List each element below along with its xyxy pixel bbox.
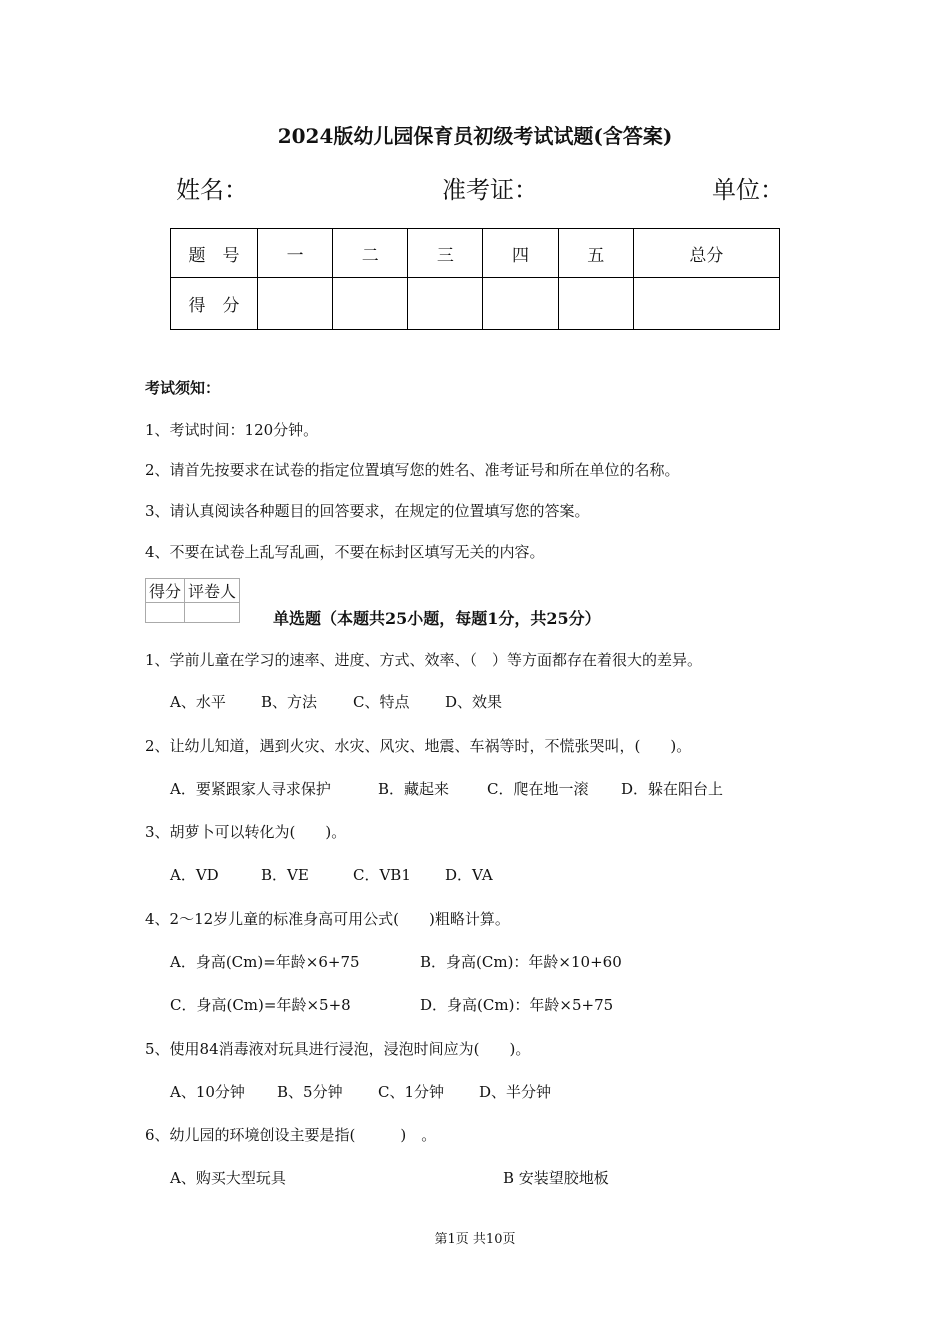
question-stem: 1、学前儿童在学习的速率、进度、方式、效率、（ ）等方面都存在着很大的差异。 xyxy=(145,651,703,669)
option: A．VD xyxy=(170,866,219,884)
name-label: 姓名： xyxy=(176,176,248,204)
grader-score-label: 得分 xyxy=(146,579,185,603)
question-stem: 5、使用84消毒液对玩具进行浸泡，浸泡时间应为( )。 xyxy=(145,1040,531,1058)
exam-id-label: 准考证： xyxy=(442,176,538,204)
score-input-cell[interactable] xyxy=(258,278,333,330)
option: C．身高(Cm)=年龄×5+8 xyxy=(170,996,351,1014)
score-input-cell[interactable] xyxy=(333,278,408,330)
option: C．爬在地一滚 xyxy=(487,780,589,798)
score-table xyxy=(170,228,780,330)
score-table-cell: 五 xyxy=(558,229,633,278)
score-table-cell: 二 xyxy=(333,229,408,278)
option: C、1分钟 xyxy=(378,1083,445,1101)
grader-name-cell[interactable] xyxy=(185,603,240,623)
score-input-cell[interactable] xyxy=(633,278,779,330)
question-stem: 3、胡萝卜可以转化为( )。 xyxy=(145,823,347,841)
notice-item: 1、考试时间：120分钟。 xyxy=(145,421,319,439)
score-table-cell: 一 xyxy=(258,229,333,278)
option: B．身高(Cm)：年龄×10+60 xyxy=(420,953,622,971)
page-title: 2024版幼儿园保育员初级考试试题(含答案) xyxy=(277,124,673,148)
notice-heading: 考试须知： xyxy=(145,379,221,397)
option: D、半分钟 xyxy=(479,1083,552,1101)
score-input-cell[interactable] xyxy=(483,278,558,330)
grader-box xyxy=(145,578,240,623)
score-table-score-row xyxy=(171,278,780,330)
score-table-cell: 三 xyxy=(408,229,483,278)
option: D、效果 xyxy=(445,693,503,711)
option: A、10分钟 xyxy=(170,1083,245,1101)
score-table-cell: 题 号 xyxy=(171,229,258,278)
score-input-cell[interactable] xyxy=(558,278,633,330)
question-stem: 4、2～12岁儿童的标准身高可用公式( )粗略计算。 xyxy=(145,910,510,928)
question-stem: 6、幼儿园的环境创设主要是指( ) 。 xyxy=(145,1126,437,1144)
score-table-cell: 四 xyxy=(483,229,558,278)
score-table-header-row xyxy=(171,229,780,278)
option: C．VB1 xyxy=(353,866,411,884)
option: A、购买大型玩具 xyxy=(170,1169,286,1187)
question-stem: 2、让幼儿知道，遇到火灾、水灾、风灾、地震、车祸等时，不慌张哭叫，( )。 xyxy=(145,737,692,755)
unit-label: 单位： xyxy=(712,176,784,204)
option: B、5分钟 xyxy=(277,1083,343,1101)
option: B．藏起来 xyxy=(378,780,450,798)
score-table-cell: 得 分 xyxy=(171,278,258,330)
option: B 安装望胶地板 xyxy=(503,1169,609,1187)
option: A、水平 xyxy=(170,693,226,711)
grader-score-cell[interactable] xyxy=(146,603,185,623)
page-footer: 第1页 共10页 xyxy=(434,1232,516,1247)
option: D．身高(Cm)：年龄×5+75 xyxy=(420,996,614,1014)
option: D．躲在阳台上 xyxy=(621,780,724,798)
notice-item: 3、请认真阅读各种题目的回答要求，在规定的位置填写您的答案。 xyxy=(145,502,590,520)
option: A．身高(Cm)=年龄×6+75 xyxy=(170,953,360,971)
grader-name-label: 评卷人 xyxy=(185,579,240,603)
notice-item: 4、不要在试卷上乱写乱画，不要在标封区填写无关的内容。 xyxy=(145,543,545,561)
score-table-cell: 总分 xyxy=(633,229,779,278)
option: A．要紧跟家人寻求保护 xyxy=(170,780,331,798)
option: B、方法 xyxy=(261,693,318,711)
notice-item: 2、请首先按要求在试卷的指定位置填写您的姓名、准考证号和所在单位的名称。 xyxy=(145,461,680,479)
option: D．VA xyxy=(445,866,493,884)
option: B．VE xyxy=(261,866,309,884)
section-heading: 单选题（本题共25小题，每题1分，共25分） xyxy=(273,609,601,628)
score-input-cell[interactable] xyxy=(408,278,483,330)
option: C、特点 xyxy=(353,693,410,711)
